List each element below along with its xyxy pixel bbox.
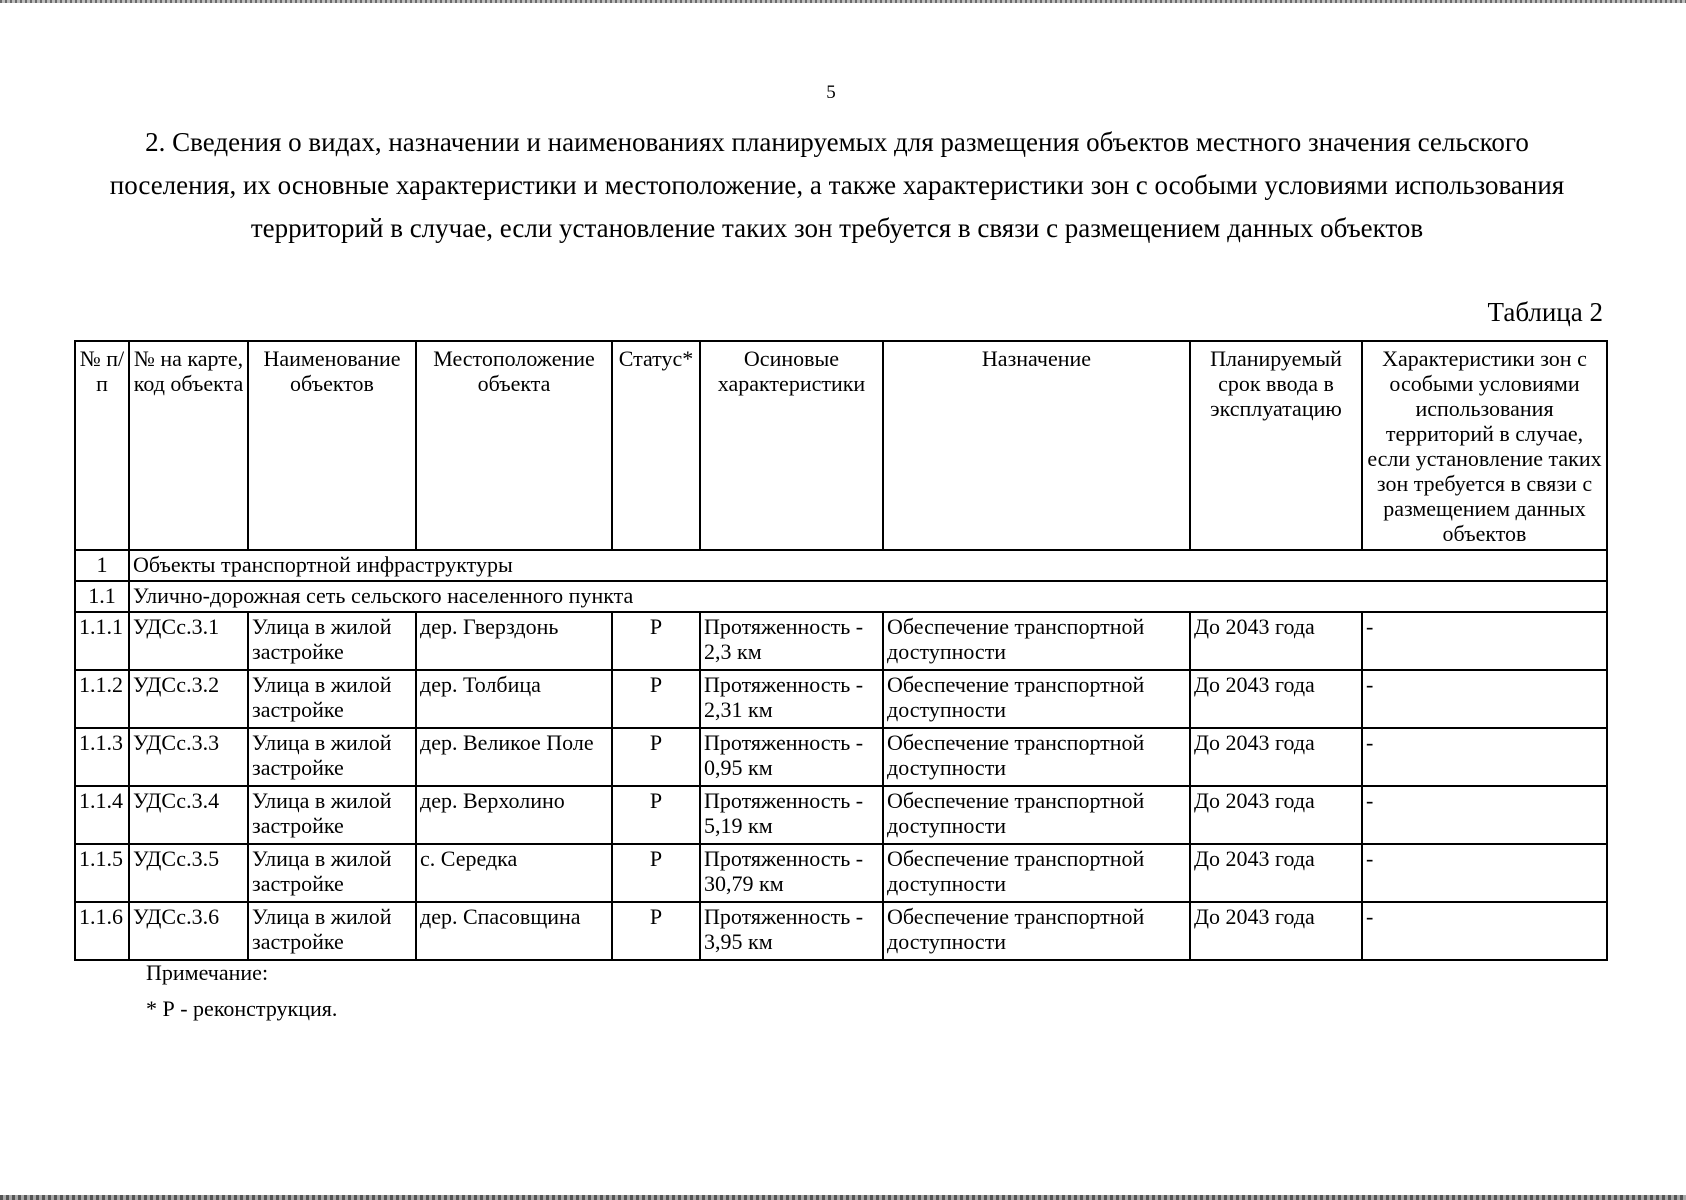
row-deadline: До 2043 года — [1190, 902, 1362, 960]
row-code: УДСс.3.6 — [129, 902, 248, 960]
row-deadline: До 2043 года — [1190, 844, 1362, 902]
header-code: № на карте, код объекта — [129, 341, 248, 550]
row-name: Улица в жилой застройке — [248, 612, 416, 670]
row-code: УДСс.3.1 — [129, 612, 248, 670]
row-deadline: До 2043 года — [1190, 612, 1362, 670]
row-zones: - — [1362, 728, 1607, 786]
row-location: дер. Великое Поле — [416, 728, 612, 786]
row-status: Р — [612, 844, 700, 902]
row-characteristics: Протяженность - 5,19 км — [700, 786, 883, 844]
table-row — [75, 844, 1607, 902]
objects-table — [74, 340, 1608, 961]
table-row — [75, 728, 1607, 786]
row-code: УДСс.3.3 — [129, 728, 248, 786]
row-name: Улица в жилой застройке — [248, 844, 416, 902]
row-name: Улица в жилой застройке — [248, 786, 416, 844]
section-row — [75, 550, 1607, 581]
section-num: 1 — [75, 550, 129, 581]
table-row — [75, 902, 1607, 960]
row-code: УДСс.3.4 — [129, 786, 248, 844]
row-name: Улица в жилой застройке — [248, 728, 416, 786]
row-purpose: Обеспечение транспортной доступности — [883, 844, 1190, 902]
row-purpose: Обеспечение транспортной доступности — [883, 670, 1190, 728]
row-num: 1.1.3 — [75, 728, 129, 786]
row-num: 1.1.6 — [75, 902, 129, 960]
page-number: 5 — [826, 82, 836, 103]
row-purpose: Обеспечение транспортной доступности — [883, 728, 1190, 786]
row-characteristics: Протяженность - 0,95 км — [700, 728, 883, 786]
row-location: с. Середка — [416, 844, 612, 902]
section-title: Объекты транспортной инфраструктуры — [129, 550, 1607, 581]
row-characteristics: Протяженность - 2,3 км — [700, 612, 883, 670]
row-deadline: До 2043 года — [1190, 728, 1362, 786]
row-status: Р — [612, 670, 700, 728]
row-status: Р — [612, 902, 700, 960]
header-status: Статус* — [612, 341, 700, 550]
row-num: 1.1.5 — [75, 844, 129, 902]
scan-edge-top — [0, 0, 1686, 3]
row-location: дер. Гверздонь — [416, 612, 612, 670]
row-status: Р — [612, 612, 700, 670]
section-heading: 2. Сведения о видах, назначении и наименованиях планируемых для размещения объектов местного значения сельского поселения, их основные характеристики и местоположение, а также характеристики зон с особыми условиями использования территорий в случае, если установление таких зон требуется в связи с размещением данных объектов — [109, 127, 1565, 243]
row-zones: - — [1362, 612, 1607, 670]
table-row — [75, 612, 1607, 670]
table-row — [75, 786, 1607, 844]
row-code: УДСс.3.2 — [129, 670, 248, 728]
row-status: Р — [612, 786, 700, 844]
row-num: 1.1.1 — [75, 612, 129, 670]
row-zones: - — [1362, 786, 1607, 844]
row-num: 1.1.2 — [75, 670, 129, 728]
header-characteristics: Осиновые характеристики — [700, 341, 883, 550]
header-deadline: Планируемый срок ввода в эксплуатацию — [1190, 341, 1362, 550]
row-name: Улица в жилой застройке — [248, 670, 416, 728]
row-deadline: До 2043 года — [1190, 670, 1362, 728]
row-num: 1.1.4 — [75, 786, 129, 844]
header-num: № п/п — [75, 341, 129, 550]
row-location: дер. Верхолино — [416, 786, 612, 844]
row-purpose: Обеспечение транспортной доступности — [883, 612, 1190, 670]
table-header-row — [75, 341, 1607, 550]
row-zones: - — [1362, 902, 1607, 960]
row-deadline: До 2043 года — [1190, 786, 1362, 844]
row-characteristics: Протяженность - 30,79 км — [700, 844, 883, 902]
row-code: УДСс.3.5 — [129, 844, 248, 902]
section-row — [75, 581, 1607, 612]
row-characteristics: Протяженность - 2,31 км — [700, 670, 883, 728]
header-zones: Характеристики зон с особыми условиями использования территорий в случае, если установление таких зон требуется в связи с размещением данных объектов — [1362, 341, 1607, 550]
table-caption: Таблица 2 — [1487, 297, 1603, 327]
header-purpose: Назначение — [883, 341, 1190, 550]
row-zones: - — [1362, 844, 1607, 902]
scan-edge-bottom — [0, 1195, 1686, 1200]
header-name: Наименование объектов — [248, 341, 416, 550]
row-location: дер. Спасовщина — [416, 902, 612, 960]
section-num: 1.1 — [75, 581, 129, 612]
table-row — [75, 670, 1607, 728]
notes — [146, 955, 337, 1027]
notes-label: Примечание: — [146, 960, 269, 985]
row-status: Р — [612, 728, 700, 786]
header-location: Местоположение объекта — [416, 341, 612, 550]
row-purpose: Обеспечение транспортной доступности — [883, 786, 1190, 844]
row-characteristics: Протяженность - 3,95 км — [700, 902, 883, 960]
section-title: Улично-дорожная сеть сельского населенного пункта — [129, 581, 1607, 612]
row-purpose: Обеспечение транспортной доступности — [883, 902, 1190, 960]
row-location: дер. Толбица — [416, 670, 612, 728]
note-item: * Р - реконструкция. — [146, 996, 338, 1021]
row-zones: - — [1362, 670, 1607, 728]
row-name: Улица в жилой застройке — [248, 902, 416, 960]
